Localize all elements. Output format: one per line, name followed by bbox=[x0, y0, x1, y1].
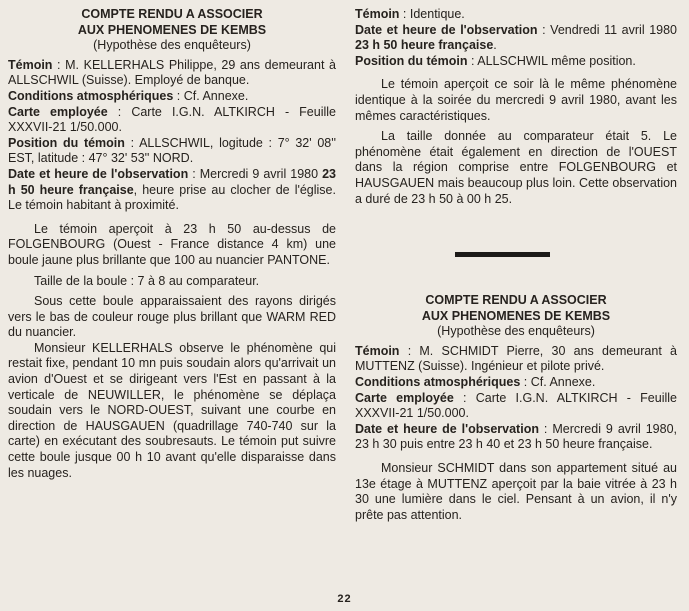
paragraph: Le témoin aperçoit ce soir là le même phénomène identique à la soirée du mercredi 9 avril 1980, avant les mêmes caractéristiques. bbox=[355, 77, 677, 123]
report-title-line1: COMPTE RENDU A ASSOCIER bbox=[81, 7, 263, 21]
paragraph: Monsieur KELLERHALS observe le phénomène qui restait fixe, pendant 10 mn puis soudain alors qu'arrivait un avion d'Ouest et se dirigeant vers l'Est en passant à la verticale de NEUWILLER, le phénomène se déplaça soudain vers le NORD-OUEST, suivant une courbe en direction de HAUSGAUEN (quadrillage 740-740 sur la carte) en exécutant des soubresauts. Le témoin put suivre cette boule jusque 00 h 10 avant qu'elle disparaisse dans les nuages. bbox=[8, 340, 336, 480]
paragraph: Monsieur SCHMIDT dans son appartement situé au 13e étage à MUTTENZ aperçoit par la baie vitrée à 23 h 30 une lumière dans le ciel. Pensant à un avion, il n'y prête pas attention. bbox=[355, 460, 677, 522]
paragraph: Sous cette boule apparaissaient des rayons dirigés vers le bas de couleur rouge plus brillant que WARM RED du nuancier. bbox=[8, 294, 336, 340]
report-title-line2: AUX PHENOMENES DE KEMBS bbox=[77, 22, 267, 37]
witness-entry: Témoin : M. KELLERHALS Philippe, 29 ans demeurant à ALLSCHWIL (Suisse). Employé de banque. bbox=[8, 57, 336, 88]
witness-entry: Témoin : Identique. bbox=[355, 7, 465, 21]
paragraph: Taille de la boule : 7 à 8 au comparateur. bbox=[34, 273, 260, 288]
report-hypothesis: (Hypothèse des enquêteurs) bbox=[93, 38, 251, 53]
report-hypothesis: (Hypothèse des enquêteurs) bbox=[437, 324, 595, 339]
witness-entry: Témoin : M. SCHMIDT Pierre, 30 ans demeurant à MUTTENZ (Suisse). Ingénieur et pilote privé. bbox=[355, 343, 677, 374]
right-column-top bbox=[355, 7, 677, 207]
report-title-line2: AUX PHENOMENES DE KEMBS bbox=[421, 308, 611, 323]
left-column bbox=[8, 7, 336, 481]
atmospheric-entry: Conditions atmosphériques : Cf. Annexe. bbox=[8, 88, 249, 103]
date-entry: Date et heure de l'observation : Vendredi 11 avril 1980 23 h 50 heure française. bbox=[355, 22, 678, 53]
paragraph: Le témoin aperçoit à 23 h 50 au-dessus de FOLGENBOURG (Ouest - France distance 4 km) une boule jaune plus brillante que 100 au nuancier PANTONE. bbox=[8, 221, 336, 267]
right-column-bottom bbox=[355, 293, 677, 523]
position-entry: Position du témoin : ALLSCHWIL, logitude : 7° 32' 08'' EST, latitude : 47° 32' 53'' NORD. bbox=[8, 135, 336, 166]
date-entry: Date et heure de l'observation : Mercredi 9 avril 1980 23 h 50 heure française, heure prise au clocher de l'église. Le témoin habitant à proximité. bbox=[8, 166, 336, 213]
position-entry: Position du témoin : ALLSCHWIL même position. bbox=[355, 53, 636, 68]
section-divider bbox=[455, 252, 550, 257]
map-entry: Carte employée : Carte I.G.N. ALTKIRCH - Feuille XXXVII-21 1/50.000. bbox=[8, 104, 336, 135]
atmospheric-entry: Conditions atmosphériques : Cf. Annexe. bbox=[355, 374, 596, 389]
report-title-line1: COMPTE RENDU A ASSOCIER bbox=[425, 293, 607, 307]
page-number: 22 bbox=[337, 593, 352, 605]
date-entry: Date et heure de l'observation : Mercredi 9 avril 1980, 23 h 30 puis entre 23 h 40 et 23 h 50 heure française. bbox=[355, 421, 677, 452]
paragraph: La taille donnée au comparateur était 5. Le phénomène était également en direction de l'OUEST dans la région comprise entre FOLGENBOURG et HAUSGAUEN mais beaucoup plus loin. Cette observation a duré de 23 h 50 à 00 h 25. bbox=[355, 129, 677, 206]
map-entry: Carte employée : Carte I.G.N. ALTKIRCH - Feuille XXXVII-21 1/50.000. bbox=[355, 390, 677, 421]
